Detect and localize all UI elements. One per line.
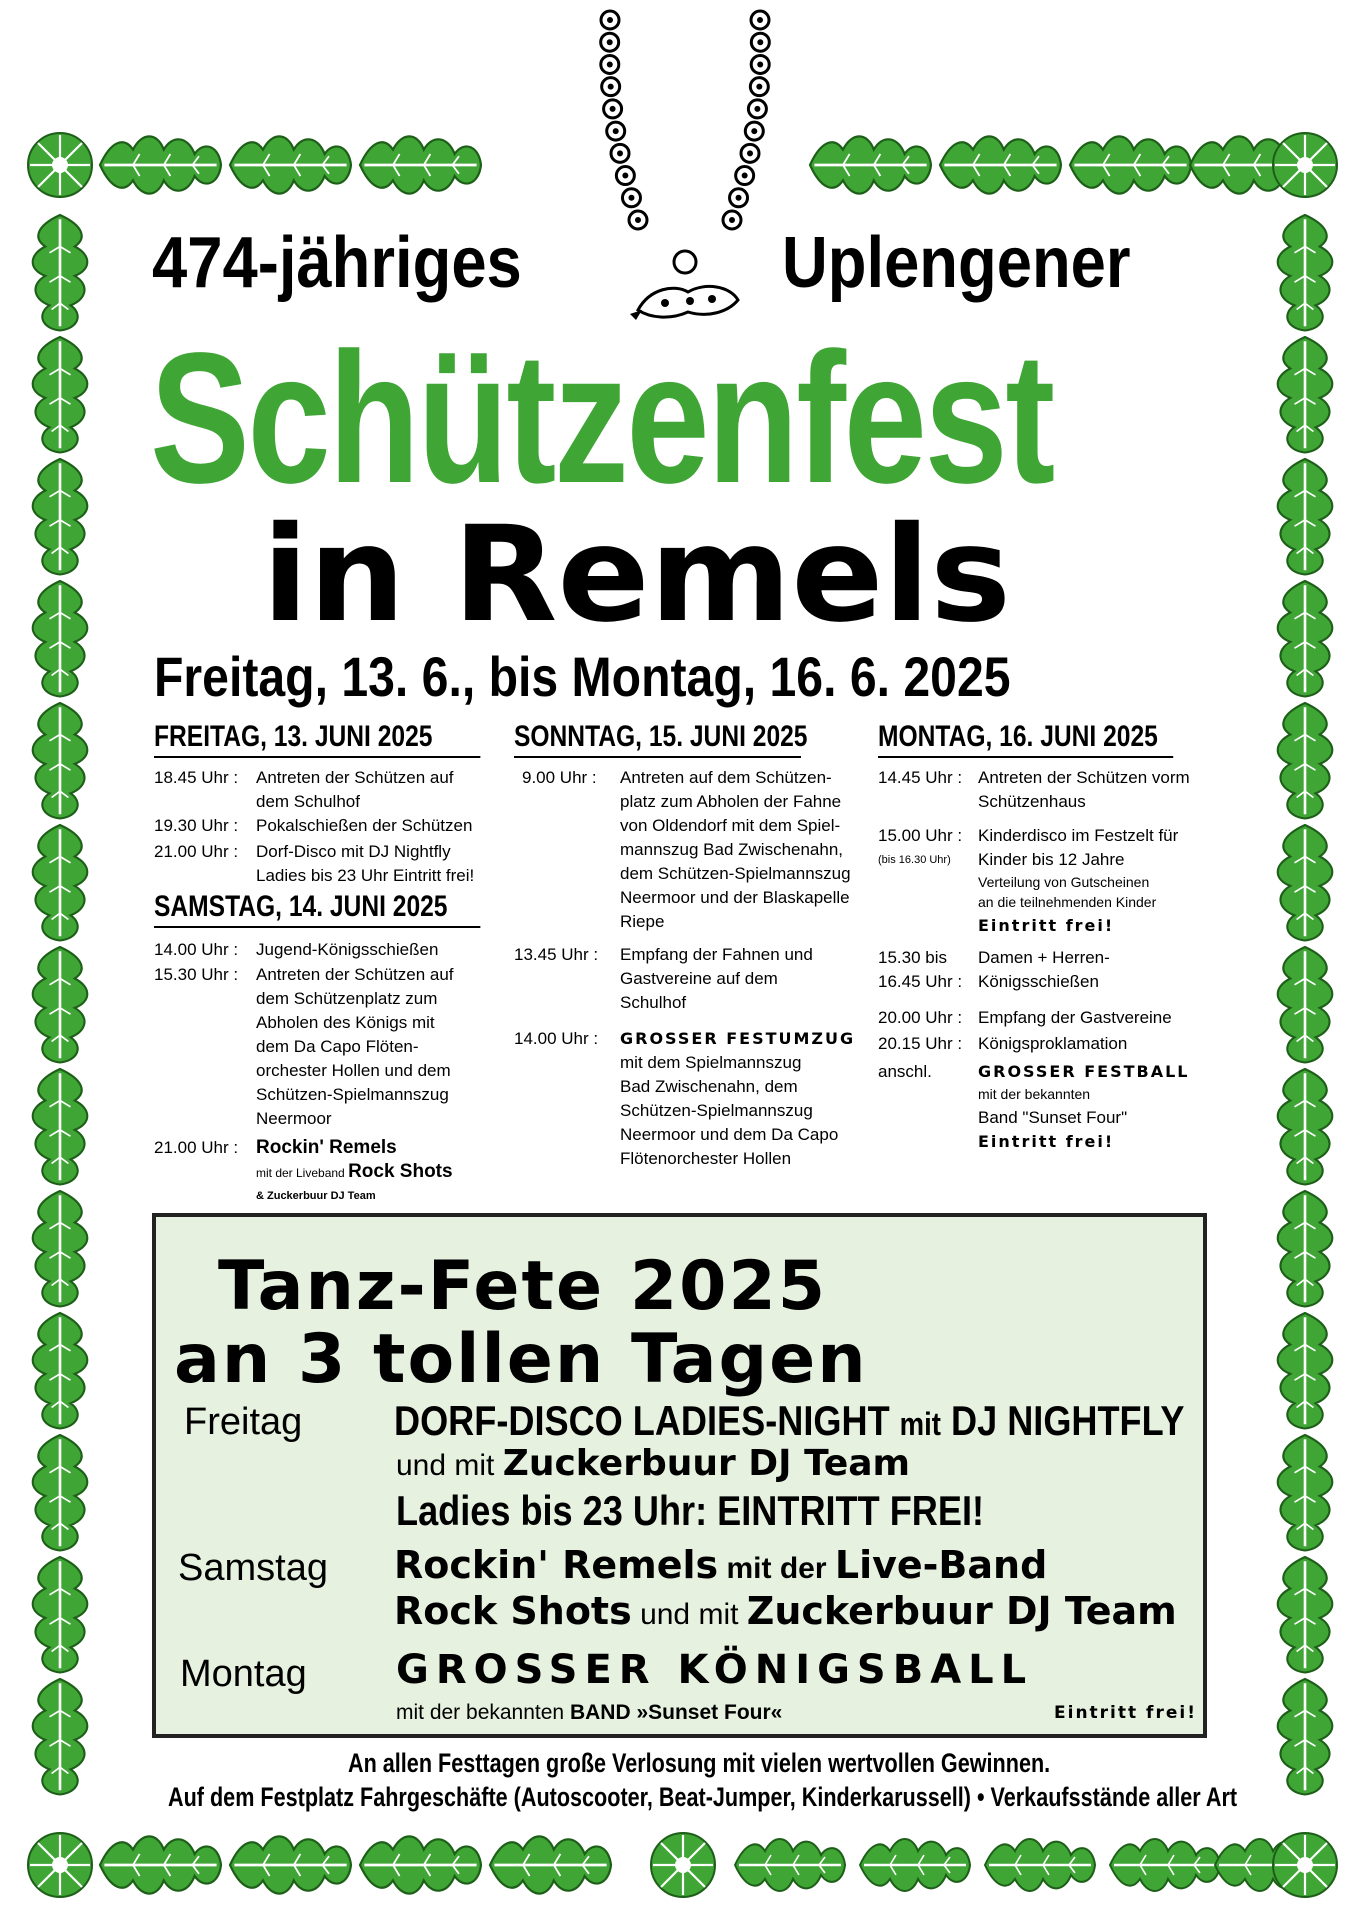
oak-leaf-icon	[1278, 337, 1333, 453]
chain-link-center	[747, 150, 753, 156]
dance-title: Tanz-Fete 2025	[218, 1247, 828, 1326]
dance-friday-line: Ladies bis 23 Uhr: EINTRITT FREI!	[396, 1487, 985, 1534]
oak-leaf-icon	[360, 1836, 481, 1893]
oak-leaf-icon	[33, 1313, 88, 1429]
dance-monday-line: GROSSER KÖNIGSBALL	[396, 1647, 1034, 1693]
chain-link-center	[622, 173, 628, 179]
dance-free-entry: Eintritt frei!	[1054, 1703, 1197, 1723]
oak-leaf-icon	[1070, 136, 1191, 193]
oak-leaf-icon	[33, 1557, 88, 1673]
oak-leaf-icon	[100, 1836, 221, 1893]
chain-link-center	[757, 17, 763, 23]
oak-leaf-icon	[1278, 1313, 1333, 1429]
page-title: Schützenfest	[150, 315, 1053, 522]
oak-leaf-icon	[735, 1839, 845, 1891]
corner-ornament	[28, 133, 92, 197]
chain-of-office-icon	[570, 0, 800, 330]
oak-leaf-icon	[100, 136, 221, 193]
oak-leaf-icon	[33, 825, 88, 941]
monday-heading: MONTAG, 16. JUNI 2025	[878, 720, 1173, 758]
chain-link-center	[607, 17, 613, 23]
oak-leaf-icon	[33, 337, 88, 453]
center-ornament	[651, 1833, 715, 1897]
dance-saturday-line: Rock Shots und mit Zuckerbuur DJ Team	[394, 1589, 1177, 1633]
corner-ornament	[1273, 133, 1337, 197]
chain-link-center	[608, 84, 614, 90]
dance-day-label: Freitag	[184, 1401, 303, 1443]
oak-leaf-icon	[1110, 1839, 1220, 1891]
chain-link-center	[756, 84, 762, 90]
dance-party-box	[152, 1213, 1207, 1738]
corner-ornament	[28, 1833, 92, 1897]
oak-leaf-icon	[985, 1839, 1095, 1891]
dance-subtitle: an 3 tollen Tagen	[174, 1320, 868, 1399]
oak-leaf-icon	[810, 136, 931, 193]
oak-leaf-icon	[860, 1839, 970, 1891]
chain-link-center	[607, 39, 613, 45]
oak-leaf-icon	[360, 136, 481, 193]
chain-link-center	[742, 173, 748, 179]
oak-leaf-icon	[33, 1069, 88, 1185]
chain-link-center	[729, 217, 735, 223]
oak-leaf-icon	[1278, 459, 1333, 575]
oak-leaf-icon	[33, 459, 88, 575]
oak-leaf-icon	[230, 136, 351, 193]
chain-link-center	[628, 195, 634, 201]
footer-fairground: Auf dem Festplatz Fahrgeschäfte (Autoscooter, Beat-Jumper, Kinderkarussell) • Verkaufsstände aller Art	[168, 1782, 1238, 1812]
dance-friday-line: DORF-DISCO LADIES-NIGHT mit DJ NIGHTFLY	[394, 1397, 1185, 1444]
oak-leaf-icon	[1278, 947, 1333, 1063]
chain-link-center	[751, 128, 757, 134]
chain-link-center	[610, 106, 616, 112]
chain-link-center	[736, 195, 742, 201]
oak-leaf-icon	[33, 581, 88, 697]
chain-link-center	[757, 39, 763, 45]
chain-link-center	[617, 150, 623, 156]
dance-friday-line: und mit Zuckerbuur DJ Team	[396, 1443, 911, 1484]
chain-link-center	[757, 61, 763, 67]
footer-lottery: An allen Festtagen große Verlosung mit vielen wertvollen Gewinnen.	[348, 1748, 1051, 1778]
chain-link-center	[607, 61, 613, 67]
oak-leaf-icon	[33, 947, 88, 1063]
friday-heading: FREITAG, 13. JUNI 2025	[154, 720, 480, 758]
oak-leaf-icon	[490, 1836, 611, 1893]
oak-leaf-icon	[33, 1435, 88, 1551]
oak-leaf-icon	[33, 1679, 88, 1795]
dance-day-label: Samstag	[178, 1547, 328, 1589]
festival-dates: Freitag, 13. 6., bis Montag, 16. 6. 2025	[154, 645, 1011, 708]
oak-leaf-icon	[1278, 1191, 1333, 1307]
header-place: Uplengener	[782, 223, 1131, 303]
oak-leaf-icon	[1278, 581, 1333, 697]
header-age: 474-jähriges	[152, 223, 522, 303]
dance-monday-line: mit der bekannten BAND »Sunset Four«	[396, 1701, 783, 1724]
oak-leaf-icon	[940, 136, 1061, 193]
oak-leaf-icon	[1278, 1557, 1333, 1673]
sunday-heading: SONNTAG, 15. JUNI 2025	[514, 720, 801, 758]
dance-saturday-line: Rockin' Remels mit der Live-Band	[394, 1543, 1048, 1587]
oak-leaf-icon	[33, 1191, 88, 1307]
oak-leaf-icon	[1278, 1069, 1333, 1185]
chain-link-center	[613, 128, 619, 134]
oak-leaf-icon	[33, 215, 88, 331]
corner-ornament	[1273, 1833, 1337, 1897]
oak-leaf-icon	[1278, 825, 1333, 941]
dance-day-label: Montag	[180, 1653, 307, 1695]
chain-link-center	[754, 106, 760, 112]
saturday-heading: SAMSTAG, 14. JUNI 2025	[154, 890, 480, 928]
oak-leaf-icon	[1278, 215, 1333, 331]
chain-link-center	[635, 217, 641, 223]
page-subtitle: in Remels	[262, 498, 1012, 652]
oak-leaf-icon	[33, 703, 88, 819]
oak-leaf-icon	[1278, 1679, 1333, 1795]
oak-leaf-icon	[1278, 1435, 1333, 1551]
oak-leaf-icon	[230, 1836, 351, 1893]
oak-leaf-icon	[1278, 703, 1333, 819]
